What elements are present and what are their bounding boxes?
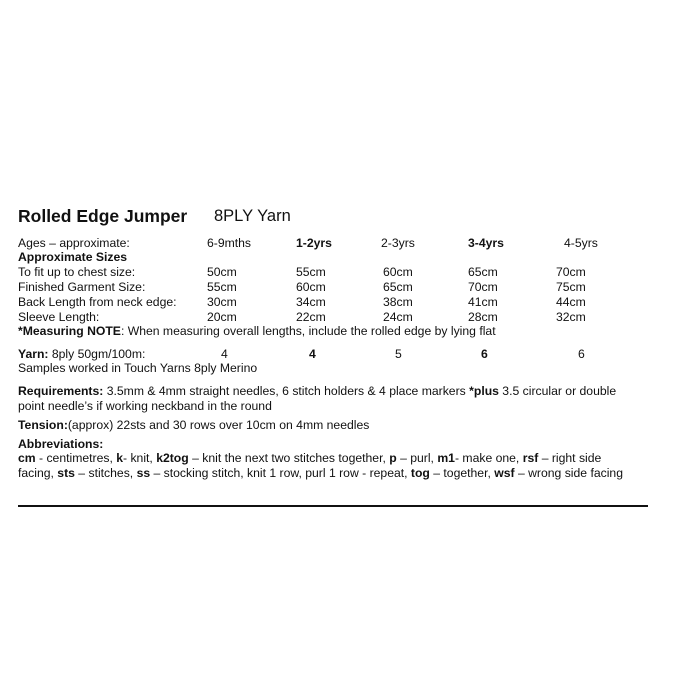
abbr-term: wsf	[494, 466, 515, 480]
yarn-weight-subtitle: 8PLY Yarn	[214, 207, 291, 225]
requirements-text-2: 3.5 circular or double point needle’s if working neckband in the round	[18, 384, 617, 413]
section-divider	[18, 505, 648, 507]
size-value: 28cm	[468, 310, 498, 324]
size-row-label: Sleeve Length:	[18, 310, 100, 324]
size-value: 22cm	[296, 310, 326, 324]
abbr-definition: – stitches,	[74, 466, 137, 480]
abbr-definition: – together,	[429, 466, 495, 480]
abbr-term: k	[116, 451, 123, 465]
abbr-definition: – knit the next two stitches together,	[188, 451, 390, 465]
abbr-term: ss	[136, 466, 151, 480]
measuring-note-text: : When measuring overall lengths, include the rolled edge by lying flat	[120, 324, 496, 338]
abbr-term: sts	[57, 466, 75, 480]
yarn-ball-count: 4	[221, 347, 228, 361]
size-value: 65cm	[383, 280, 413, 294]
age-value: 3-4yrs	[468, 236, 504, 250]
abbr-definition: - knit,	[123, 451, 157, 465]
abbreviations-paragraph	[18, 451, 638, 481]
age-value: 4-5yrs	[564, 236, 598, 250]
tension-text: (approx) 22sts and 30 rows over 10cm on 4mm needles	[67, 418, 370, 432]
yarn-ball-count: 6	[578, 347, 585, 361]
measuring-note-label: *Measuring NOTE	[18, 324, 121, 338]
size-value: 34cm	[296, 295, 326, 309]
yarn-label: Yarn:	[18, 347, 49, 361]
samples-note: Samples worked in Touch Yarns 8ply Merino	[18, 361, 258, 375]
size-value: 50cm	[207, 265, 237, 279]
yarn-text: 8ply 50gm/100m:	[48, 347, 146, 361]
age-value: 6-9mths	[207, 236, 252, 250]
yarn-ball-count: 5	[395, 347, 402, 361]
requirements-paragraph	[18, 384, 638, 414]
requirements-plus: *plus	[469, 384, 499, 398]
abbr-definition: – wrong side facing	[514, 466, 623, 480]
size-row-label: Back Length from neck edge:	[18, 295, 177, 309]
abbreviations-heading: Abbreviations:	[18, 437, 104, 451]
size-value: 55cm	[296, 265, 326, 279]
size-value: 41cm	[468, 295, 498, 309]
abbr-term: k2tog	[156, 451, 189, 465]
tension-line	[18, 418, 369, 432]
measuring-note	[18, 324, 496, 338]
ages-label: Ages – approximate:	[18, 236, 130, 250]
tension-label: Tension:	[18, 418, 68, 432]
abbr-definition: - centimetres,	[35, 451, 117, 465]
size-value: 70cm	[468, 280, 498, 294]
size-value: 24cm	[383, 310, 413, 324]
approx-sizes-heading: Approximate Sizes	[18, 250, 128, 264]
size-value: 70cm	[556, 265, 586, 279]
size-value: 38cm	[383, 295, 413, 309]
yarn-ball-count: 6	[481, 347, 488, 361]
yarn-line	[18, 347, 145, 361]
size-value: 60cm	[296, 280, 326, 294]
abbr-term: cm	[18, 451, 36, 465]
size-value: 30cm	[207, 295, 237, 309]
size-value: 60cm	[383, 265, 413, 279]
abbr-term: m1	[437, 451, 455, 465]
abbr-definition: - make one,	[454, 451, 523, 465]
age-value: 1-2yrs	[296, 236, 332, 250]
yarn-ball-count: 4	[309, 347, 316, 361]
requirements-text: 3.5mm & 4mm straight needles, 6 stitch holders & 4 place markers	[103, 384, 470, 398]
pattern-title: Rolled Edge Jumper	[18, 206, 188, 226]
abbr-definition: – stocking stitch, knit 1 row, purl 1 row - repeat,	[150, 466, 411, 480]
size-row-label: Finished Garment Size:	[18, 280, 146, 294]
size-value: 75cm	[556, 280, 586, 294]
abbr-definition: – right side facing,	[18, 451, 602, 480]
size-row-label: To fit up to chest size:	[18, 265, 136, 279]
age-value: 2-3yrs	[381, 236, 415, 250]
abbr-definition: – purl,	[396, 451, 438, 465]
abbr-term: tog	[410, 466, 430, 480]
abbr-term: p	[389, 451, 397, 465]
size-value: 32cm	[556, 310, 586, 324]
size-value: 55cm	[207, 280, 237, 294]
abbr-term: rsf	[522, 451, 539, 465]
requirements-label: Requirements:	[18, 384, 104, 398]
size-value: 65cm	[468, 265, 498, 279]
size-value: 44cm	[556, 295, 586, 309]
size-value: 20cm	[207, 310, 237, 324]
